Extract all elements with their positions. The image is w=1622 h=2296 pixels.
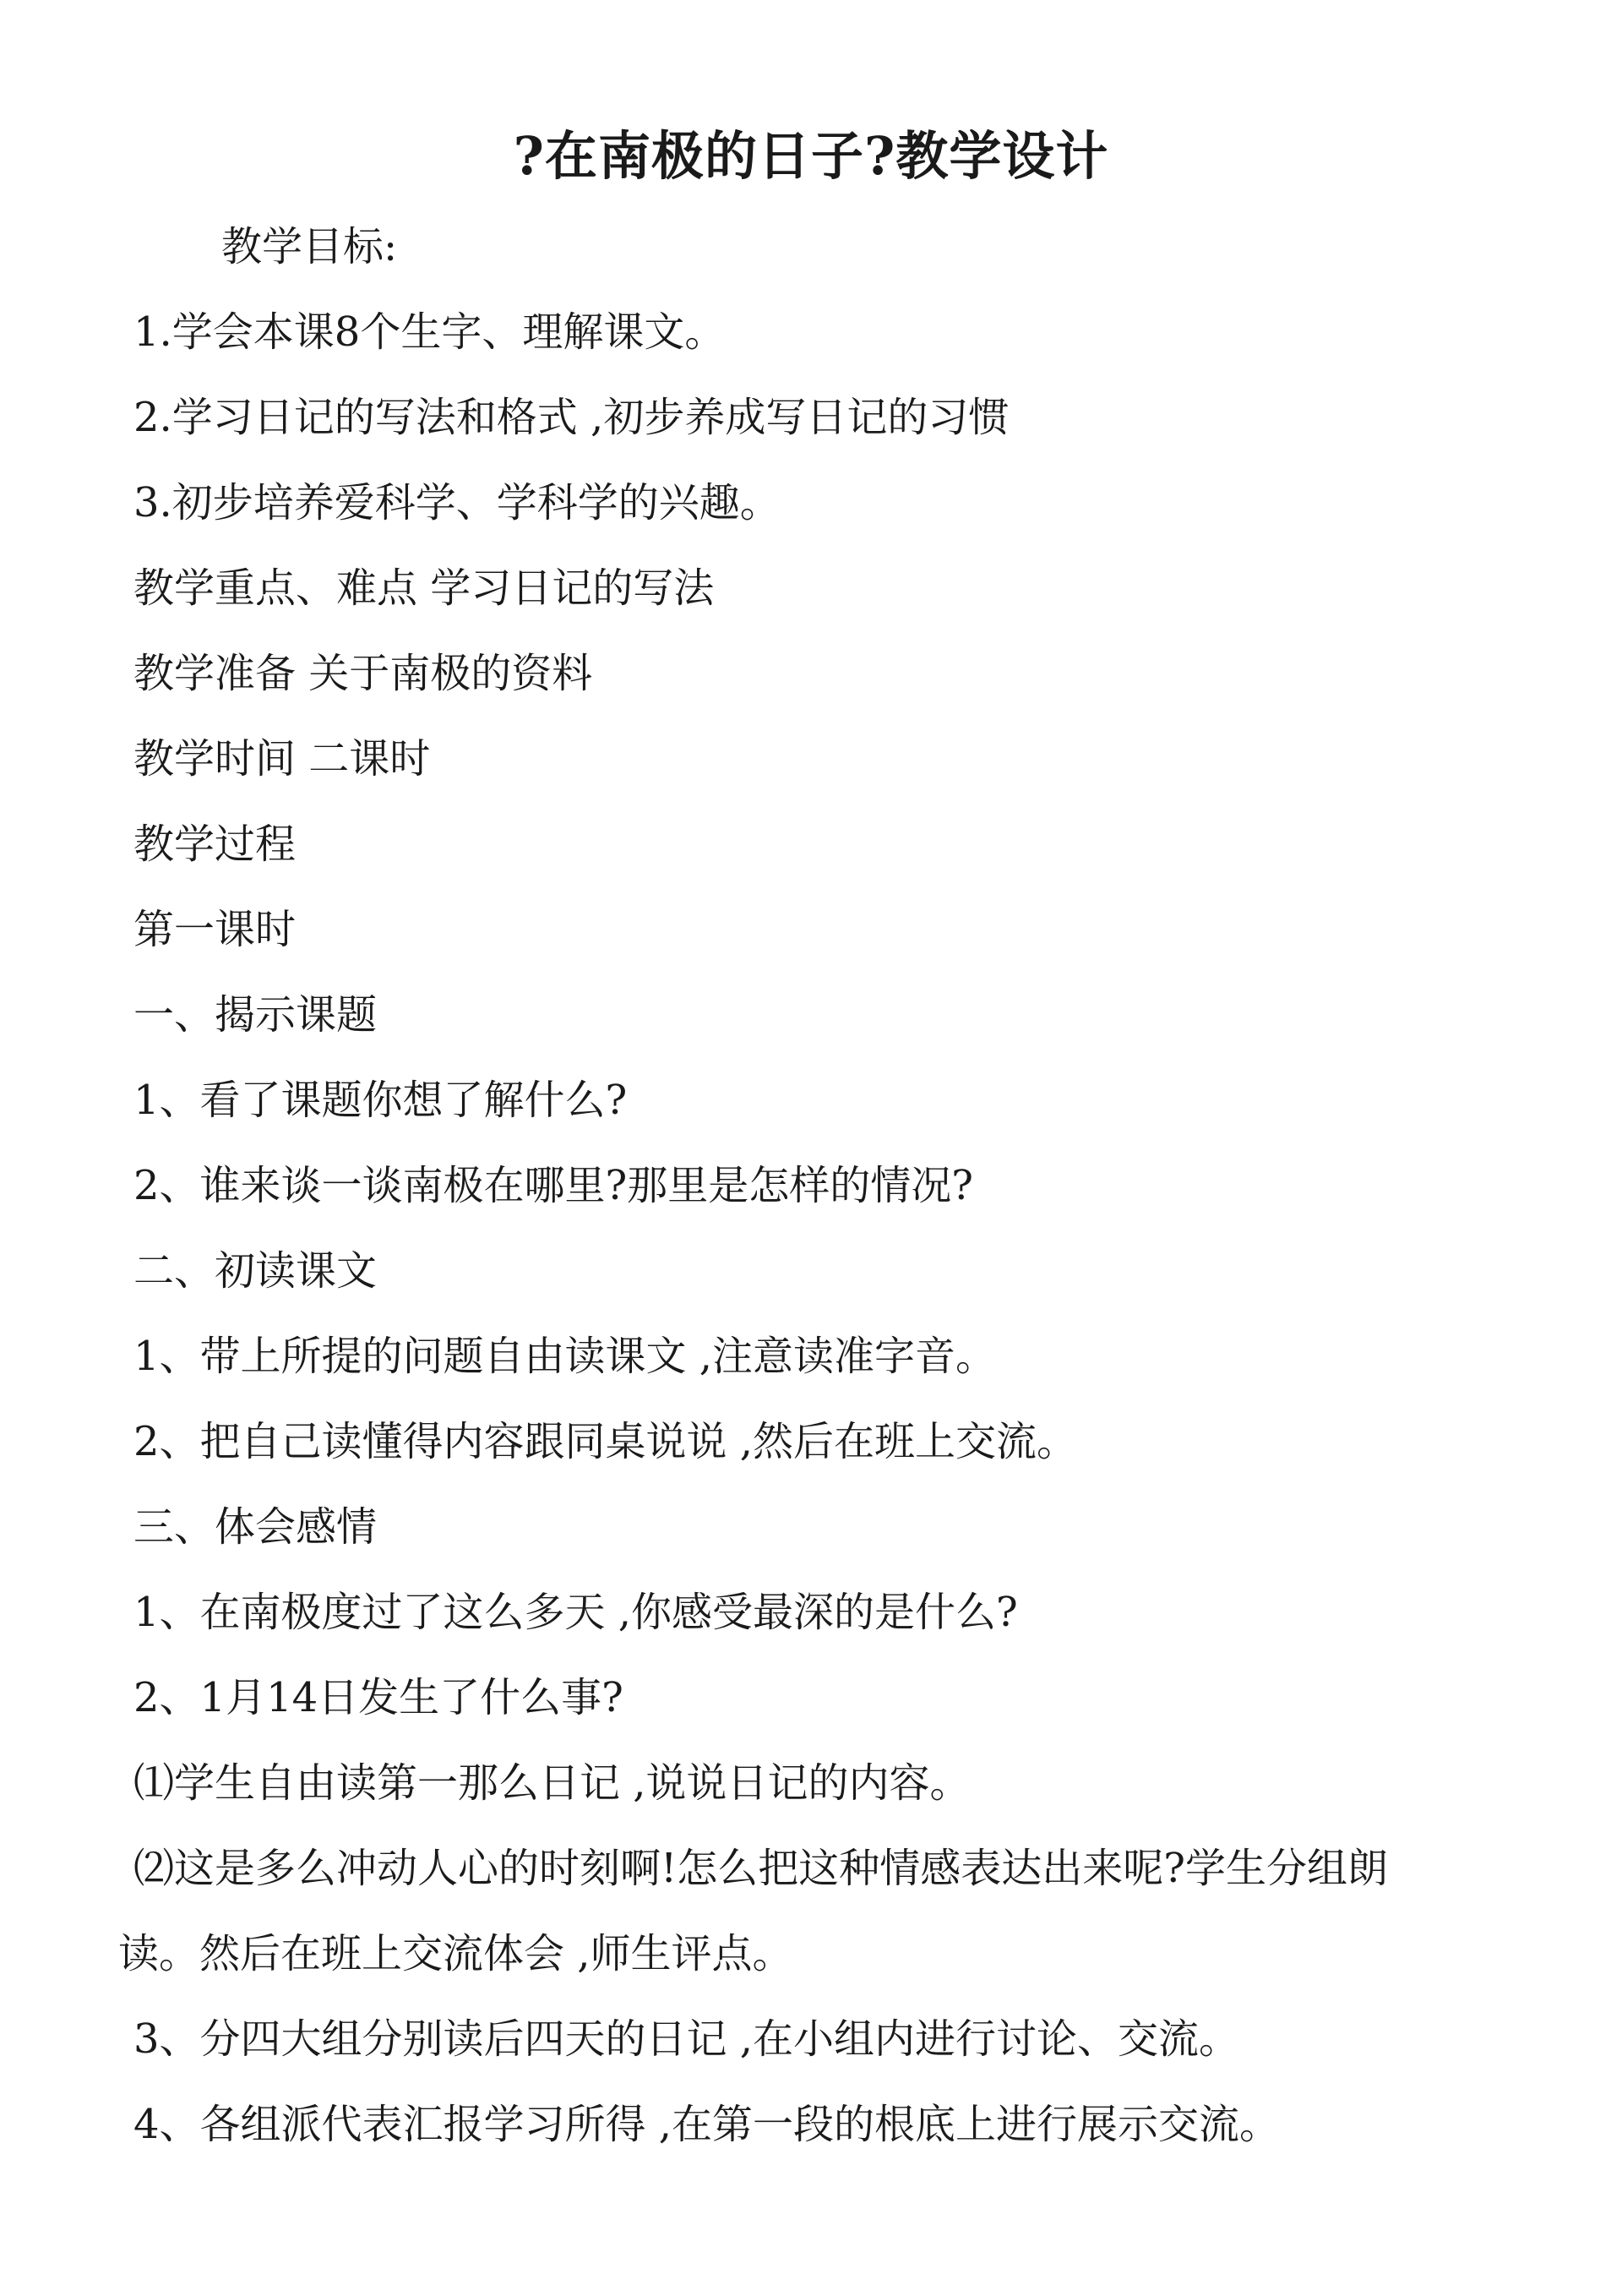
list-item: 1、看了课题你想了解什么? xyxy=(133,1077,628,1124)
list-item: 3、分四大组分别读后四天的日记 ,在小组内进行讨论、交流。 xyxy=(133,2015,1240,2063)
objective-item-3: 3.初步培养爱科学、学科学的兴趣。 xyxy=(133,479,781,526)
section-heading-2: 二、初读课文 xyxy=(133,1247,378,1295)
sub-item-continuation: 读。然后在班上交流体会 ,师生评点。 xyxy=(118,1930,793,1977)
time-line: 教学时间 二课时 xyxy=(133,735,431,783)
list-item: 2、把自己读懂得内容跟同桌说说 ,然后在班上交流。 xyxy=(133,1418,1078,1465)
section-heading-1: 一、揭示课题 xyxy=(133,991,378,1039)
section-heading-3: 三、体会感情 xyxy=(133,1503,378,1551)
document-title: ?在南极的日子?教学设计 xyxy=(513,125,1109,187)
list-item: 2、1月14日发生了什么事? xyxy=(133,1674,623,1721)
key-points-line: 教学重点、难点 学习日记的写法 xyxy=(133,564,715,612)
list-item: 2、谁来谈一谈南极在哪里?那里是怎样的情况? xyxy=(133,1162,974,1209)
list-item: 1、在南极度过了这么多天 ,你感受最深的是什么? xyxy=(133,1589,1018,1636)
preparation-line: 教学准备 关于南极的资料 xyxy=(133,650,593,697)
objective-item-2: 2.学习日记的写法和格式 ,初步养成写日记的习惯 xyxy=(133,394,1010,441)
list-item: 4、各组派代表汇报学习所得 ,在第一段的根底上进行展示交流。 xyxy=(133,2101,1281,2148)
objective-item-1: 1.学会本课8个生字、理解课文。 xyxy=(133,308,726,356)
sub-item: ⑴学生自由读第一那么日记 ,说说日记的内容。 xyxy=(133,1759,971,1807)
lesson-one-heading: 第一课时 xyxy=(133,906,297,953)
process-heading: 教学过程 xyxy=(133,821,297,868)
list-item: 1、带上所提的问题自由读课文 ,注意读准字音。 xyxy=(133,1333,997,1380)
objectives-heading: 教学目标: xyxy=(221,223,398,270)
sub-item: ⑵这是多么冲动人心的时刻啊!怎么把这种情感表达出来呢?学生分组朗 xyxy=(133,1845,1389,1892)
